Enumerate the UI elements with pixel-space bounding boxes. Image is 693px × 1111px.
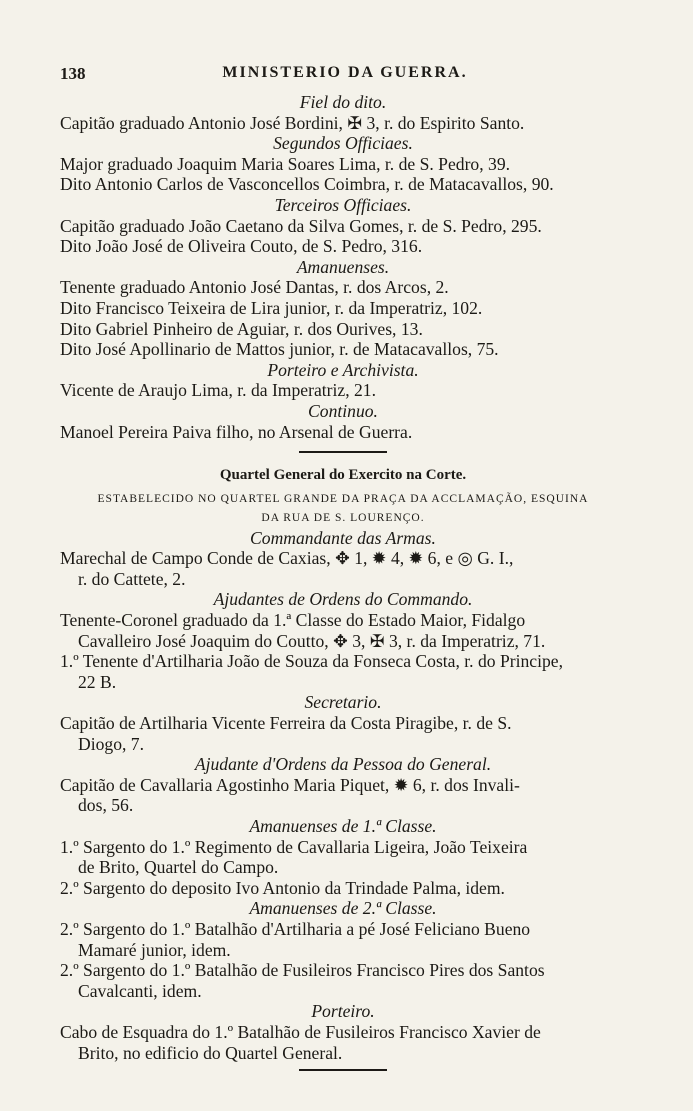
entry: Dito João José de Oliveira Couto, de S. Pedro, 316.: [60, 236, 423, 257]
section-heading: Commandante das Armas.: [250, 527, 436, 548]
entry: Capitão graduado Antonio José Bordini, ✠ 3, r. do Espirito Santo.: [60, 112, 525, 133]
entry: Manoel Pereira Paiva filho, no Arsenal de Guerra.: [60, 421, 413, 442]
section-heading: Segundos Officiaes.: [273, 133, 413, 154]
section-title: Quartel General do Exercito na Corte.: [219, 467, 467, 484]
entry: Tenente-Coronel graduado da 1.ª Classe do Estado Maior, Fidalgo: [60, 610, 526, 631]
entry-continuation: Mamaré junior, idem.: [78, 939, 231, 960]
closing-divider: [299, 1069, 387, 1071]
entry-continuation: r. do Cattete, 2.: [78, 568, 186, 589]
section-heading: Porteiro.: [311, 1001, 375, 1022]
section-heading: Porteiro e Archivista.: [267, 359, 419, 380]
entry: Dito José Apollinario de Mattos junior, r. de Matacavallos, 75.: [60, 339, 499, 360]
entry: Major graduado Joaquim Maria Soares Lima, r. de S. Pedro, 39.: [60, 153, 511, 174]
entry: Capitão de Artilharia Vicente Ferreira da Costa Piragibe, r. de S.: [60, 713, 512, 734]
entry: 2.º Sargento do 1.º Batalhão d'Artilharia a pé José Feliciano Bueno: [60, 918, 531, 939]
entry-continuation: 22 B.: [78, 671, 117, 692]
entry: 1.º Tenente d'Artilharia João de Souza da Fonseca Costa, r. do Principe,: [60, 651, 563, 672]
section-heading: Terceiros Officiaes.: [274, 194, 412, 215]
entry-continuation: de Brito, Quartel do Campo.: [78, 857, 279, 878]
entry: Cabo de Esquadra do 1.º Batalhão de Fusileiros Francisco Xavier de: [60, 1021, 541, 1042]
location-line: ESTABELECIDO NO QUARTEL GRANDE DA PRAÇA DA ACCLAMAÇÃO, ESQUINA: [97, 492, 589, 505]
section-heading: Amanuenses de 1.ª Classe.: [249, 816, 437, 836]
entry-continuation: Cavalcanti, idem.: [78, 980, 202, 1001]
page-body: [60, 92, 626, 1083]
entry: Tenente graduado Antonio José Dantas, r. dos Arcos, 2.: [60, 277, 449, 298]
entry: 2.º Sargento do 1.º Batalhão de Fusileiros Francisco Pires dos Santos: [60, 960, 545, 981]
section-heading: Ajudante d'Ordens da Pessoa do General.: [194, 754, 492, 775]
entry: Dito Francisco Teixeira de Lira junior, r. da Imperatriz, 102.: [60, 297, 483, 318]
entry-continuation: Diogo, 7.: [78, 733, 144, 754]
entry: Vicente de Araujo Lima, r. da Imperatriz, 21.: [60, 380, 376, 401]
section-divider: [299, 451, 387, 453]
location-line: DA RUA DE S. LOURENÇO.: [261, 511, 425, 524]
section-heading: Secretario.: [304, 692, 382, 713]
section-heading: Fiel do dito.: [299, 92, 387, 112]
entry: Dito Antonio Carlos de Vasconcellos Coimbra, r. de Matacavallos, 90.: [60, 174, 554, 195]
section-heading: Amanuenses.: [296, 256, 390, 277]
page-title: MINISTERIO DA GUERRA.: [222, 64, 468, 81]
section-heading: Continuo.: [308, 400, 378, 421]
entry-continuation: dos, 56.: [78, 795, 134, 816]
section-heading: Ajudantes de Ordens do Commando.: [213, 589, 473, 610]
entry: Capitão graduado João Caetano da Silva Gomes, r. de S. Pedro, 295.: [60, 215, 542, 236]
entry-continuation: Brito, no edificio do Quartel General.: [78, 1042, 343, 1063]
entry-continuation: Cavalleiro José Joaquim do Coutto, ✥ 3, ✠ 3, r. da Imperatriz, 71.: [78, 630, 546, 651]
entry: 2.º Sargento do deposito Ivo Antonio da Trindade Palma, idem.: [60, 877, 505, 898]
page-number: 138: [60, 64, 86, 83]
entry: 1.º Sargento do 1.º Regimento de Cavallaria Ligeira, João Teixeira: [60, 836, 528, 857]
entry: Dito Gabriel Pinheiro de Aguiar, r. dos Ourives, 13.: [60, 318, 423, 339]
entry: Marechal de Campo Conde de Caxias, ✥ 1, ✹ 4, ✹ 6, e ◎ G. I.,: [60, 548, 514, 569]
section-heading: Amanuenses de 2.ª Classe.: [249, 898, 437, 919]
running-header: [60, 64, 630, 88]
entry: Capitão de Cavallaria Agostinho Maria Piquet, ✹ 6, r. dos Invali-: [60, 774, 520, 795]
